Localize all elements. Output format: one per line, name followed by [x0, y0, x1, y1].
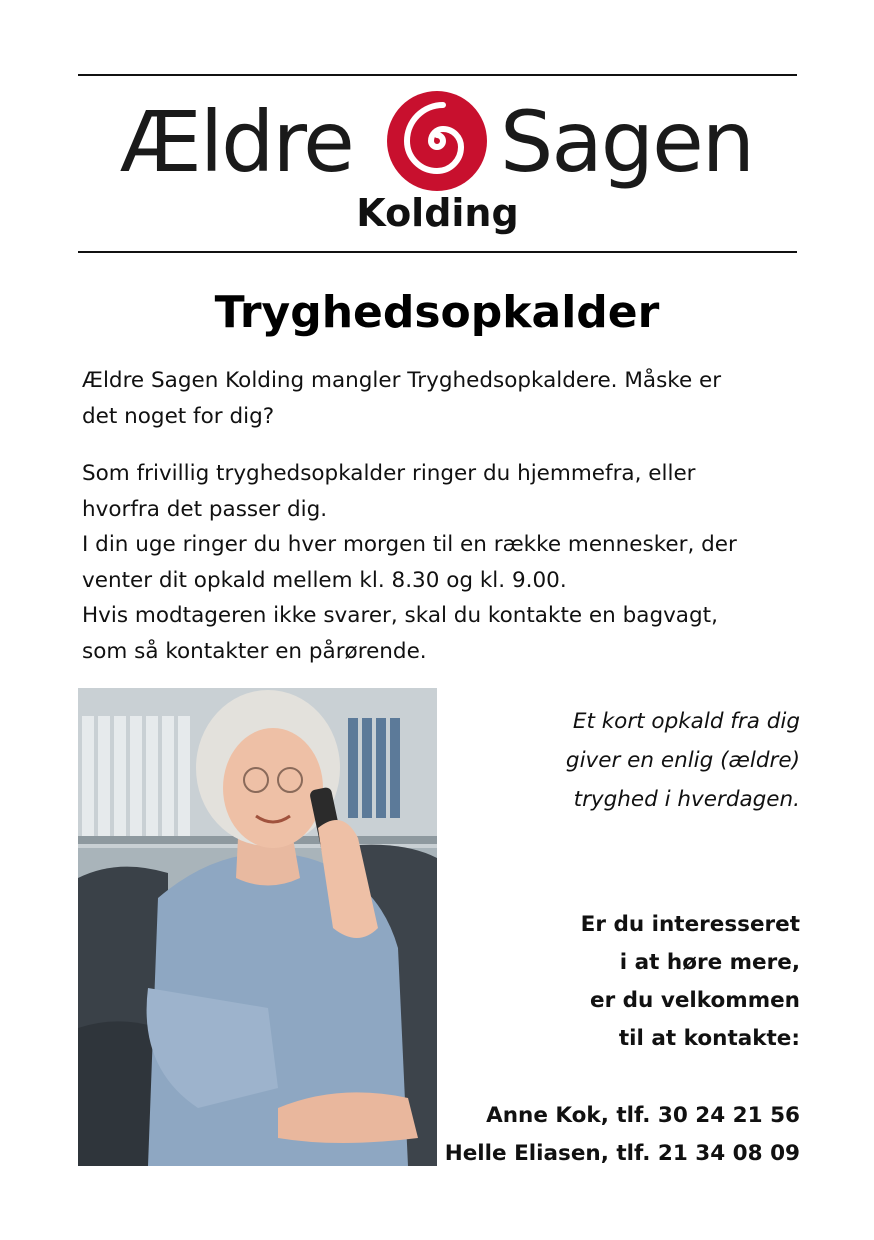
call-to-action: [450, 906, 800, 1058]
body-line: som så kontakter en pårørende.: [82, 638, 427, 664]
body-line: venter dit opkald mellem kl. 8.30 og kl. 9.00.: [82, 567, 567, 593]
cta-line: Er du interesseret: [580, 912, 800, 937]
logo-word-left: Ældre: [120, 93, 353, 191]
intro-line: det noget for dig?: [82, 403, 275, 429]
contact-anne-kok: Anne Kok, tlf. 30 24 21 56: [486, 1103, 800, 1128]
bottom-divider: [78, 251, 797, 253]
quote-text: [450, 702, 800, 819]
body-line: Som frivillig tryghedsopkalder ringer du hjemmefra, eller: [82, 461, 696, 486]
body-line: I din uge ringer du hver morgen til en række mennesker, der: [82, 532, 737, 557]
spiral-icon: [384, 88, 490, 194]
logo-subtitle: Kolding: [356, 191, 519, 235]
page-title: Tryghedsopkalder: [214, 287, 660, 338]
cta-line: er du velkommen: [589, 988, 800, 1013]
contact-list: [430, 1097, 800, 1173]
intro-paragraph: [82, 363, 797, 434]
photo-woman-on-phone: [78, 688, 437, 1166]
body-line: Hvis modtageren ikke svarer, skal du kontakte en bagvagt,: [82, 603, 718, 628]
body-paragraph: [82, 456, 797, 669]
quote-line: giver en enlig (ældre): [565, 748, 800, 773]
quote-line: tryghed i hverdagen.: [573, 787, 800, 812]
body-line: hvorfra det passer dig.: [82, 496, 328, 522]
quote-line: Et kort opkald fra dig: [572, 709, 800, 734]
cta-line: i at høre mere,: [619, 950, 800, 975]
contact-helle-eliasen: Helle Eliasen, tlf. 21 34 08 09: [444, 1141, 800, 1166]
cta-line: til at kontakte:: [618, 1026, 800, 1051]
aeldre-sagen-logo: [78, 82, 797, 247]
intro-line: Ældre Sagen Kolding mangler Tryghedsopkaldere. Måske er: [82, 368, 722, 393]
top-divider: [78, 74, 797, 76]
logo-word-right: Sagen: [500, 93, 754, 191]
